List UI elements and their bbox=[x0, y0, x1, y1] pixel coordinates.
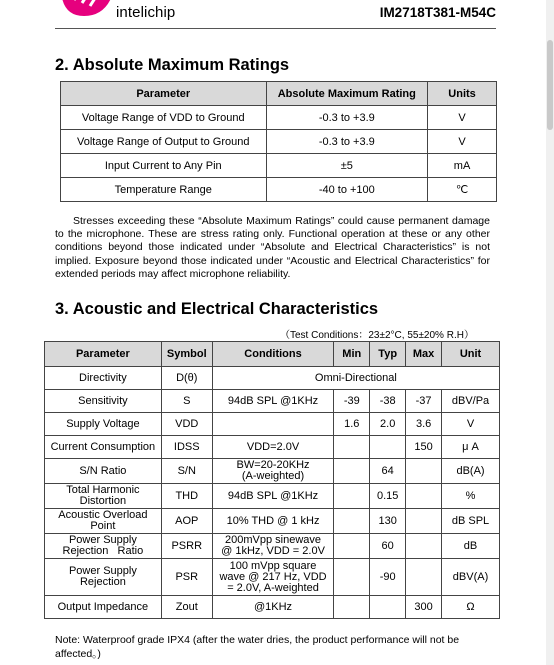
column-header: Conditions bbox=[212, 342, 334, 367]
symbol-cell: S bbox=[161, 390, 212, 413]
typ-cell: 2.0 bbox=[370, 413, 406, 436]
conditions-cell: 10% THD @ 1 kHz bbox=[212, 509, 334, 534]
max-cell: 300 bbox=[406, 596, 442, 619]
parameter-cell: Acoustic Overload Point bbox=[45, 509, 162, 534]
conditions-cell bbox=[212, 413, 334, 436]
max-cell bbox=[406, 509, 442, 534]
unit-cell: V bbox=[428, 130, 497, 154]
min-cell bbox=[334, 436, 370, 459]
min-cell: 1.6 bbox=[334, 413, 370, 436]
parameter-cell: Current Consumption bbox=[45, 436, 162, 459]
unit-cell: dBV/Pa bbox=[442, 390, 500, 413]
unit-cell: dBV(A) bbox=[442, 559, 500, 596]
table-row bbox=[61, 154, 497, 178]
conditions-cell: VDD=2.0V bbox=[212, 436, 334, 459]
min-cell bbox=[334, 459, 370, 484]
parameter-cell: Total Harmonic Distortion bbox=[45, 484, 162, 509]
paragraph-text: Stresses exceeding these “Absolute Maximum Ratings” could cause permanent damage to the microphone. These are stress rating only. Functional operation at these or any other conditions beyond those indicated under “Absolute and Electrical Characteristics” is not implied. Exposure beyond those indicated under “Acoustic and Electrical Characteristics” for extended periods may affect microphone reliability. bbox=[55, 215, 490, 280]
vertical-scrollbar[interactable] bbox=[546, 0, 554, 665]
unit-cell: dB bbox=[442, 534, 500, 559]
typ-cell: 64 bbox=[370, 459, 406, 484]
unit-cell: % bbox=[442, 484, 500, 509]
conditions-cell: 94dB SPL @1KHz bbox=[212, 390, 334, 413]
unit-cell: μ A bbox=[442, 436, 500, 459]
symbol-cell: S/N bbox=[161, 459, 212, 484]
stress-disclaimer-paragraph bbox=[55, 215, 490, 281]
max-cell bbox=[406, 534, 442, 559]
section-title-acoustic-electrical: 3. Acoustic and Electrical Characteristics bbox=[55, 300, 379, 318]
parameter-cell: Voltage Range of VDD to Ground bbox=[61, 106, 267, 130]
absolute-maximum-ratings-table bbox=[60, 81, 497, 202]
unit-cell: dB(A) bbox=[442, 459, 500, 484]
max-cell bbox=[406, 484, 442, 509]
symbol-cell: PSR bbox=[161, 559, 212, 596]
typ-cell: -38 bbox=[370, 390, 406, 413]
min-cell bbox=[334, 509, 370, 534]
column-header: Absolute Maximum Rating bbox=[266, 82, 428, 106]
column-header: Unit bbox=[442, 342, 500, 367]
min-cell bbox=[334, 484, 370, 509]
conditions-cell: @1KHz bbox=[212, 596, 334, 619]
parameter-cell: Voltage Range of Output to Ground bbox=[61, 130, 267, 154]
symbol-cell: THD bbox=[161, 484, 212, 509]
symbol-cell: PSRR bbox=[161, 534, 212, 559]
conditions-cell: BW=20-20KHz (A-weighted) bbox=[212, 459, 334, 484]
symbol-cell: VDD bbox=[161, 413, 212, 436]
table-row bbox=[45, 413, 500, 436]
column-header: Min bbox=[334, 342, 370, 367]
table-header-row bbox=[45, 342, 500, 367]
table-header-row bbox=[61, 82, 497, 106]
table-row bbox=[45, 534, 500, 559]
rating-cell: -0.3 to +3.9 bbox=[266, 130, 428, 154]
unit-cell: V bbox=[428, 106, 497, 130]
parameter-cell: Directivity bbox=[45, 367, 162, 390]
table-row bbox=[45, 559, 500, 596]
typ-cell bbox=[370, 436, 406, 459]
max-cell bbox=[406, 459, 442, 484]
parameter-cell: S/N Ratio bbox=[45, 459, 162, 484]
parameter-cell: Power Supply Rejection bbox=[45, 559, 162, 596]
table-row bbox=[61, 178, 497, 202]
table-row bbox=[45, 509, 500, 534]
unit-cell: V bbox=[442, 413, 500, 436]
brand-name: intelichip bbox=[116, 4, 176, 21]
symbol-cell: IDSS bbox=[161, 436, 212, 459]
min-cell bbox=[334, 596, 370, 619]
test-conditions: （Test Conditions：23±2°C, 55±20% R.H） bbox=[280, 330, 474, 341]
parameter-cell: Temperature Range bbox=[61, 178, 267, 202]
section-title-absolute-maximum-ratings: 2. Absolute Maximum Ratings bbox=[55, 56, 290, 74]
unit-cell: ℃ bbox=[428, 178, 497, 202]
parameter-cell: Output Impedance bbox=[45, 596, 162, 619]
column-header: Symbol bbox=[161, 342, 212, 367]
table-row bbox=[45, 459, 500, 484]
typ-cell bbox=[370, 596, 406, 619]
column-header: Typ bbox=[370, 342, 406, 367]
table-row bbox=[45, 436, 500, 459]
max-cell: -37 bbox=[406, 390, 442, 413]
symbol-cell: AOP bbox=[161, 509, 212, 534]
unit-cell: Ω bbox=[442, 596, 500, 619]
min-cell: -39 bbox=[334, 390, 370, 413]
parameter-cell: Supply Voltage bbox=[45, 413, 162, 436]
typ-cell: 60 bbox=[370, 534, 406, 559]
parameter-cell: Input Current to Any Pin bbox=[61, 154, 267, 178]
acoustic-electrical-table bbox=[44, 341, 500, 619]
unit-cell: dB SPL bbox=[442, 509, 500, 534]
table-row bbox=[45, 484, 500, 509]
column-header: Max bbox=[406, 342, 442, 367]
conditions-cell: 94dB SPL @1KHz bbox=[212, 484, 334, 509]
typ-cell: -90 bbox=[370, 559, 406, 596]
typ-cell: 0.15 bbox=[370, 484, 406, 509]
typ-cell: 130 bbox=[370, 509, 406, 534]
directivity-value-cell: Omni-Directional bbox=[212, 367, 499, 390]
column-header: Parameter bbox=[61, 82, 267, 106]
max-cell: 3.6 bbox=[406, 413, 442, 436]
max-cell bbox=[406, 559, 442, 596]
table-row bbox=[45, 367, 500, 390]
column-header: Parameter bbox=[45, 342, 162, 367]
unit-cell: mA bbox=[428, 154, 497, 178]
rating-cell: -40 to +100 bbox=[266, 178, 428, 202]
table-row bbox=[61, 106, 497, 130]
table-row bbox=[61, 130, 497, 154]
waterproof-note: Note: Waterproof grade IPX4 (after the water dries, the product performance will not be affected。) bbox=[55, 634, 460, 660]
header-divider bbox=[55, 28, 496, 29]
scrollbar-thumb[interactable] bbox=[547, 40, 553, 130]
min-cell bbox=[334, 534, 370, 559]
table-row bbox=[45, 596, 500, 619]
symbol-cell: Zout bbox=[161, 596, 212, 619]
symbol-cell: D(θ) bbox=[161, 367, 212, 390]
rating-cell: -0.3 to +3.9 bbox=[266, 106, 428, 130]
table-row bbox=[45, 390, 500, 413]
rating-cell: ±5 bbox=[266, 154, 428, 178]
conditions-cell: 200mVpp sinewave @ 1kHz, VDD = 2.0V bbox=[212, 534, 334, 559]
min-cell bbox=[334, 559, 370, 596]
document-id: IM2718T381-M54C bbox=[379, 5, 496, 20]
column-header: Units bbox=[428, 82, 497, 106]
max-cell: 150 bbox=[406, 436, 442, 459]
intelichip-logo bbox=[60, 0, 112, 16]
parameter-cell: Power Supply Rejection Ratio bbox=[45, 534, 162, 559]
conditions-cell: 100 mVpp square wave @ 217 Hz, VDD = 2.0V, A-weighted bbox=[212, 559, 334, 596]
parameter-cell: Sensitivity bbox=[45, 390, 162, 413]
